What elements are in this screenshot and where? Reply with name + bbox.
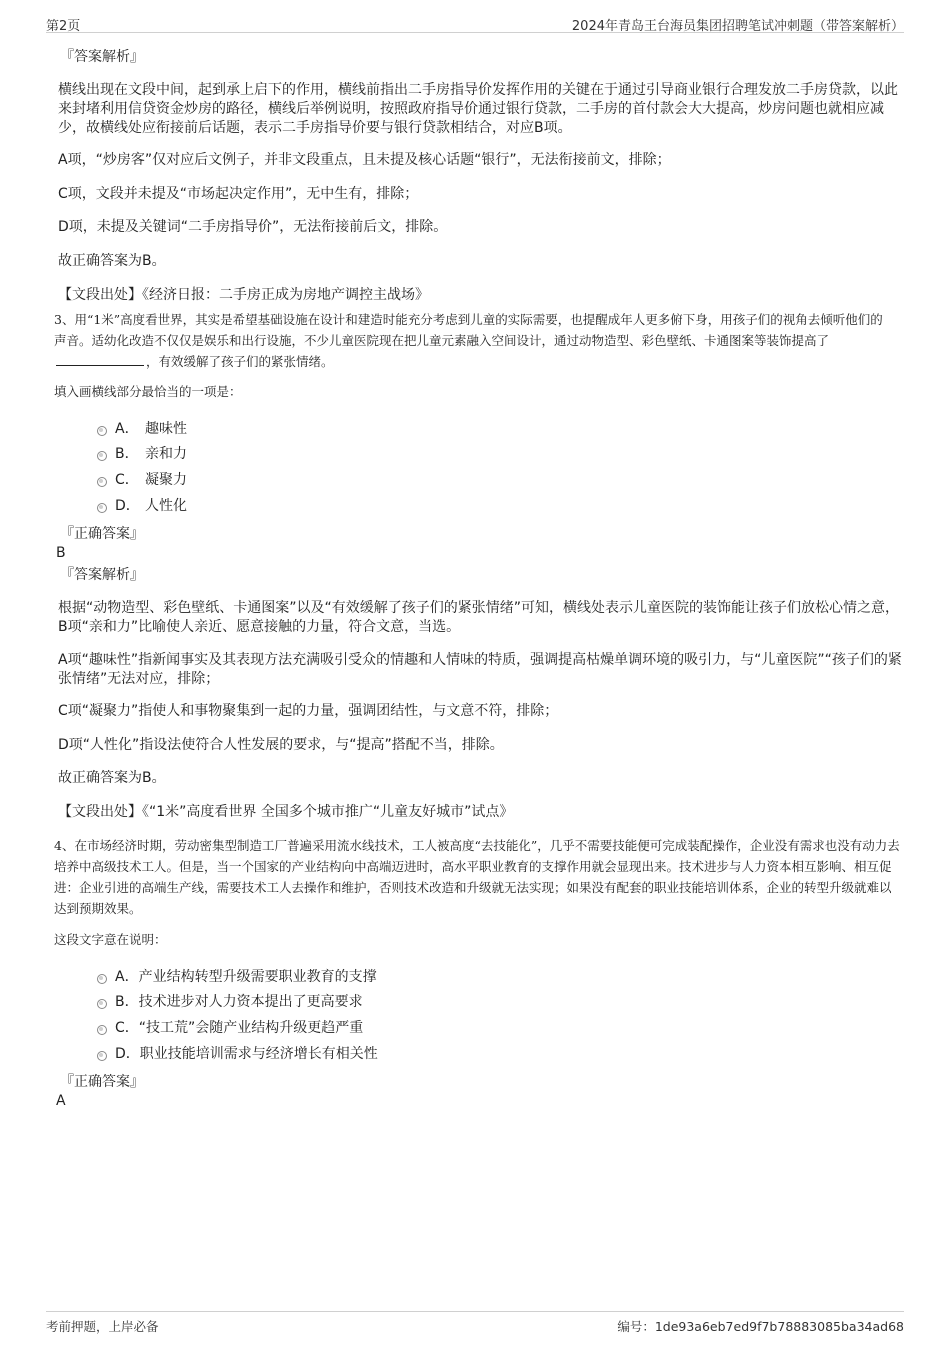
q3-source: 【文段出处】《“1米”高度看世界 全国多个城市推广“儿童友好城市”试点》 <box>58 804 514 820</box>
page-footer <box>46 1311 904 1334</box>
q3-option-c[interactable]: C． 凝聚力 <box>97 471 187 489</box>
footer-slogan: 考前押题，上岸必备 <box>46 1319 159 1334</box>
q4-stem: 4、在市场经济时期，劳动密集型制造工厂普遍采用流水线技术，工人被高度“去技能化”，几乎不需要技能便可完成装配操作，企业没有需求也没有动力去培养中高级技术工人。但是，当一个国家的产业结构向中高端迈进时，高水平职业教育的支撑作用就会显现出来。技术进步与人力资本相互影响、相互促进：企业引进的高端生产线，需要技术工人去操作和维护，否则技术改造和升级就无法实现；如果没有配套的职业技能培训体系，企业的转型升级就难以达到预期效果。 <box>54 838 900 916</box>
q3-option-d[interactable]: D． 人性化 <box>97 497 187 515</box>
q4-option-d[interactable]: D．职业技能培训需求与经济增长有相关性 <box>97 1045 378 1063</box>
q2-analysis-p2: A项，“炒房客”仅对应后文例子，并非文段重点，且未提及核心话题“银行”，无法衔接前文，排除； <box>58 152 671 168</box>
q3-answer-label: 『正确答案』 <box>60 526 144 542</box>
q3-prompt: 填入画横线部分最恰当的一项是： <box>54 384 242 399</box>
radio-icon[interactable] <box>97 999 107 1009</box>
q4-option-b[interactable]: B．技术进步对人力资本提出了更高要求 <box>97 993 363 1011</box>
radio-icon[interactable] <box>97 477 107 487</box>
q2-analysis-p4: D项，未提及关键词“二手房指导价”，无法衔接前后文，排除。 <box>58 219 448 235</box>
q3-answer: B <box>56 545 66 561</box>
radio-icon[interactable] <box>97 451 107 461</box>
q4-prompt: 这段文字意在说明： <box>54 932 167 947</box>
page-number: 第2页 <box>46 19 81 34</box>
q2-analysis-label: 『答案解析』 <box>60 49 144 65</box>
q4-answer-label: 『正确答案』 <box>60 1074 144 1090</box>
q3-option-a[interactable]: A． 趣味性 <box>97 420 187 438</box>
radio-icon[interactable] <box>97 974 107 984</box>
q2-source: 【文段出处】《经济日报：二手房正成为房地产调控主战场》 <box>58 287 429 303</box>
q4-option-c[interactable]: C．“技工荒”会随产业结构升级更趋严重 <box>97 1019 363 1037</box>
page-header <box>46 12 904 33</box>
q3-analysis-p4: D项“人性化”指设法使符合人性发展的要求，与“提高”搭配不当，排除。 <box>58 737 504 753</box>
footer-code: 编号：1de93a6eb7ed9f7b78883085ba34ad68 <box>617 1319 904 1334</box>
q2-conclusion: 故正确答案为B。 <box>58 253 166 269</box>
q2-analysis-p1: 横线出现在文段中间，起到承上启下的作用，横线前指出二手房指导价发挥作用的关键在于通过引导商业银行合理发放二手房贷款，以此来封堵利用信贷资金炒房的路径，横线后举例说明，按照政府指导价通过银行贷款，二手房的首付款会大大提高，炒房问题也就相应减少，故横线处应衔接前后话题，表示二手房指导价要与银行贷款相结合，对应B项。 <box>58 82 898 136</box>
q3-stem-part2: ，有效缓解了孩子们的紧张情绪。 <box>146 354 334 369</box>
q2-analysis-p3: C项，文段并未提及“市场起决定作用”，无中生有，排除； <box>58 186 419 202</box>
radio-icon[interactable] <box>97 1051 107 1061</box>
document-title: 2024年青岛王台海员集团招聘笔试冲刺题（带答案解析） <box>571 19 904 34</box>
q3-conclusion: 故正确答案为B。 <box>58 770 166 786</box>
radio-icon[interactable] <box>97 426 107 436</box>
q3-analysis-label: 『答案解析』 <box>60 567 144 583</box>
q4-option-a[interactable]: A．产业结构转型升级需要职业教育的支撑 <box>97 968 377 986</box>
radio-icon[interactable] <box>97 1025 107 1035</box>
q3-option-b[interactable]: B． 亲和力 <box>97 445 187 463</box>
q4-answer: A <box>56 1093 66 1109</box>
q3-analysis-p3: C项“凝聚力”指使人和事物聚集到一起的力量，强调团结性，与文意不符，排除； <box>58 703 559 719</box>
q3-analysis-p2: A项“趣味性”指新闻事实及其表现方法充满吸引受众的情趣和人情味的特质，强调提高枯燥单调环境的吸引力，与“儿童医院”“孩子们的紧张情绪”无法对应，排除； <box>58 652 902 687</box>
q3-analysis-p1: 根据“动物造型、彩色壁纸、卡通图案”以及“有效缓解了孩子们的紧张情绪”可知，横线处表示儿童医院的装饰能让孩子们放松心情之意，B项“亲和力”比喻使人亲近、愿意接触的力量，符合文意，当选。 <box>58 600 900 635</box>
q3-stem-part1: 3、用“1米”高度看世界，其实是希望基础设施在设计和建造时能充分考虑到儿童的实际需要，也提醒成年人更多俯下身，用孩子们的视角去倾听他们的声音。适幼化改造不仅仅是娱乐和出行设施，不少儿童医院现在把儿童元素融入空间设计，通过动物造型、彩色壁纸、卡通图案等装饰提高了 <box>54 312 883 348</box>
q3-stem <box>54 309 890 372</box>
q3-blank <box>56 353 144 366</box>
radio-icon[interactable] <box>97 503 107 513</box>
